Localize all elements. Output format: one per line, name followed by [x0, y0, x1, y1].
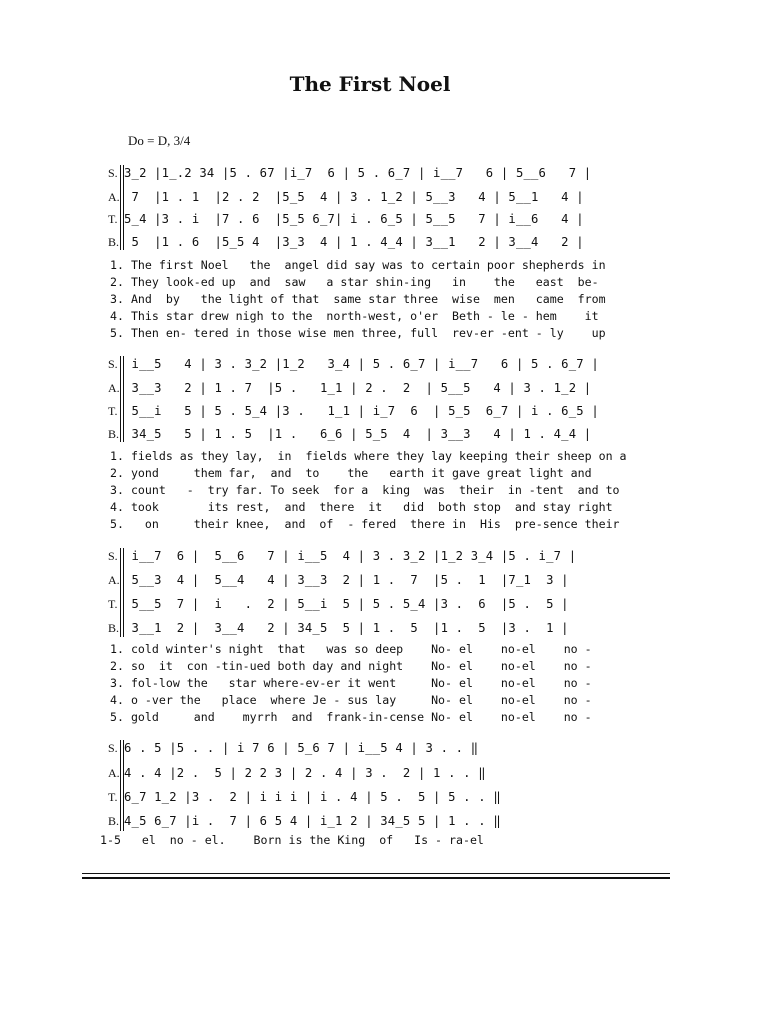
voice-notes-soprano: 6 . 5 |5 . . | i 7 6 | 5_6 7 | i__5 4 | 3 . . ‖ [124, 741, 479, 755]
voice-label: B. [108, 427, 120, 441]
voice-label: A. [108, 190, 120, 204]
voice-notes-tenor: 6_7 1_2 |3 . 2 | i i i | i . 4 | 5 . 5 | 5 . . ‖ [124, 790, 501, 804]
voice-notes-bass: 5 |1 . 6 |5_5 4 |3_3 4 | 1 . 4_4 | 3__1 2 | 3__4 2 | [124, 235, 584, 249]
voice-notes-alto: 3__3 2 | 1 . 7 |5 . 1_1 | 2 . 2 | 5__5 4 | 3 . 1_2 | [124, 381, 592, 395]
lyric-line: 2. yond them far, and to the earth it gave great light and [110, 466, 592, 480]
voice-label: T. [108, 404, 118, 418]
lyric-line: 1-5 el no - el. Born is the King of Is - ra-el [100, 833, 484, 847]
footer-rule [82, 873, 670, 874]
lyric-line: 2. so it con -tin-ued both day and night No- el no-el no - [110, 659, 592, 673]
lyric-line: 2. They look-ed up and saw a star shin-ing in the east be- [110, 275, 599, 289]
key-signature: Do = D, 3/4 [128, 133, 191, 148]
voice-notes-tenor: 5__5 7 | i . 2 | 5__i 5 | 5 . 5_4 |3 . 6 |5 . 5 | [124, 597, 569, 611]
voice-label: S. [108, 357, 118, 371]
voice-label: S. [108, 741, 118, 755]
voice-label: A. [108, 766, 120, 780]
lyric-line: 4. took its rest, and there it did both stop and stay right [110, 500, 613, 514]
voice-label: A. [108, 381, 120, 395]
voice-notes-soprano: 3_2 |1_.2 34 |5 . 67 |i_7 6 | 5 . 6_7 | i__7 6 | 5__6 7 | [124, 166, 592, 180]
lyric-line: 5. Then en- tered in those wise men three, full rev-er -ent - ly up [110, 326, 606, 340]
voice-notes-alto: 7 |1 . 1 |2 . 2 |5_5 4 | 3 . 1_2 | 5__3 4 | 5__1 4 | [124, 190, 584, 204]
voice-notes-bass: 4_5 6_7 |i . 7 | 6 5 4 | i_1 2 | 34_5 5 | 1 . . ‖ [124, 814, 501, 828]
lyric-line: 3. And by the light of that same star three wise men came from [110, 292, 606, 306]
voice-notes-bass: 3__1 2 | 3__4 2 | 34_5 5 | 1 . 5 |1 . 5 |3 . 1 | [124, 621, 569, 635]
lyric-line: 3. fol-low the star where-ev-er it went No- el no-el no - [110, 676, 592, 690]
voice-notes-tenor: 5_4 |3 . i |7 . 6 |5_5 6_7| i . 6_5 | 5__5 7 | i__6 4 | [124, 212, 584, 226]
page-title: The First Noel [289, 72, 451, 96]
voice-notes-soprano: i__5 4 | 3 . 3_2 |1_2 3_4 | 5 . 6_7 | i__7 6 | 5 . 6_7 | [124, 357, 599, 371]
lyric-line: 5. on their knee, and of - fered there in His pre-sence their [110, 517, 620, 531]
lyric-line: 5. gold and myrrh and frank-in-cense No- el no-el no - [110, 710, 592, 724]
voice-notes-alto: 4 . 4 |2 . 5 | 2 2 3 | 2 . 4 | 3 . 2 | 1 . . ‖ [124, 766, 486, 780]
voice-notes-tenor: 5__i 5 | 5 . 5_4 |3 . 1_1 | i_7 6 | 5_5 6_7 | i . 6_5 | [124, 404, 599, 418]
lyric-line: 4. This star drew nigh to the north-west, o'er Beth - le - hem it [110, 309, 599, 323]
lyric-line: 1. The first Noel the angel did say was to certain poor shepherds in [110, 258, 606, 272]
voice-notes-bass: 34_5 5 | 1 . 5 |1 . 6_6 | 5_5 4 | 3__3 4 | 1 . 4_4 | [124, 427, 592, 441]
voice-notes-soprano: i__7 6 | 5__6 7 | i__5 4 | 3 . 3_2 |1_2 3_4 |5 . i_7 | [124, 549, 577, 563]
lyric-line: 4. o -ver the place where Je - sus lay No- el no-el no - [110, 693, 592, 707]
voice-label: T. [108, 597, 118, 611]
voice-label: T. [108, 212, 118, 226]
voice-label: B. [108, 814, 120, 828]
voice-notes-alto: 5__3 4 | 5__4 4 | 3__3 2 | 1 . 7 |5 . 1 |7_1 3 | [124, 573, 569, 587]
voice-label: S. [108, 166, 118, 180]
voice-label: B. [108, 621, 120, 635]
voice-label: A. [108, 573, 120, 587]
footer-rule-thick [82, 877, 670, 879]
voice-label: B. [108, 235, 120, 249]
lyric-line: 1. fields as they lay, in fields where they lay keeping their sheep on a [110, 449, 627, 463]
voice-label: S. [108, 549, 118, 563]
lyric-line: 3. count - try far. To seek for a king was their in -tent and to [110, 483, 620, 497]
lyric-line: 1. cold winter's night that was so deep No- el no-el no - [110, 642, 592, 656]
voice-label: T. [108, 790, 118, 804]
